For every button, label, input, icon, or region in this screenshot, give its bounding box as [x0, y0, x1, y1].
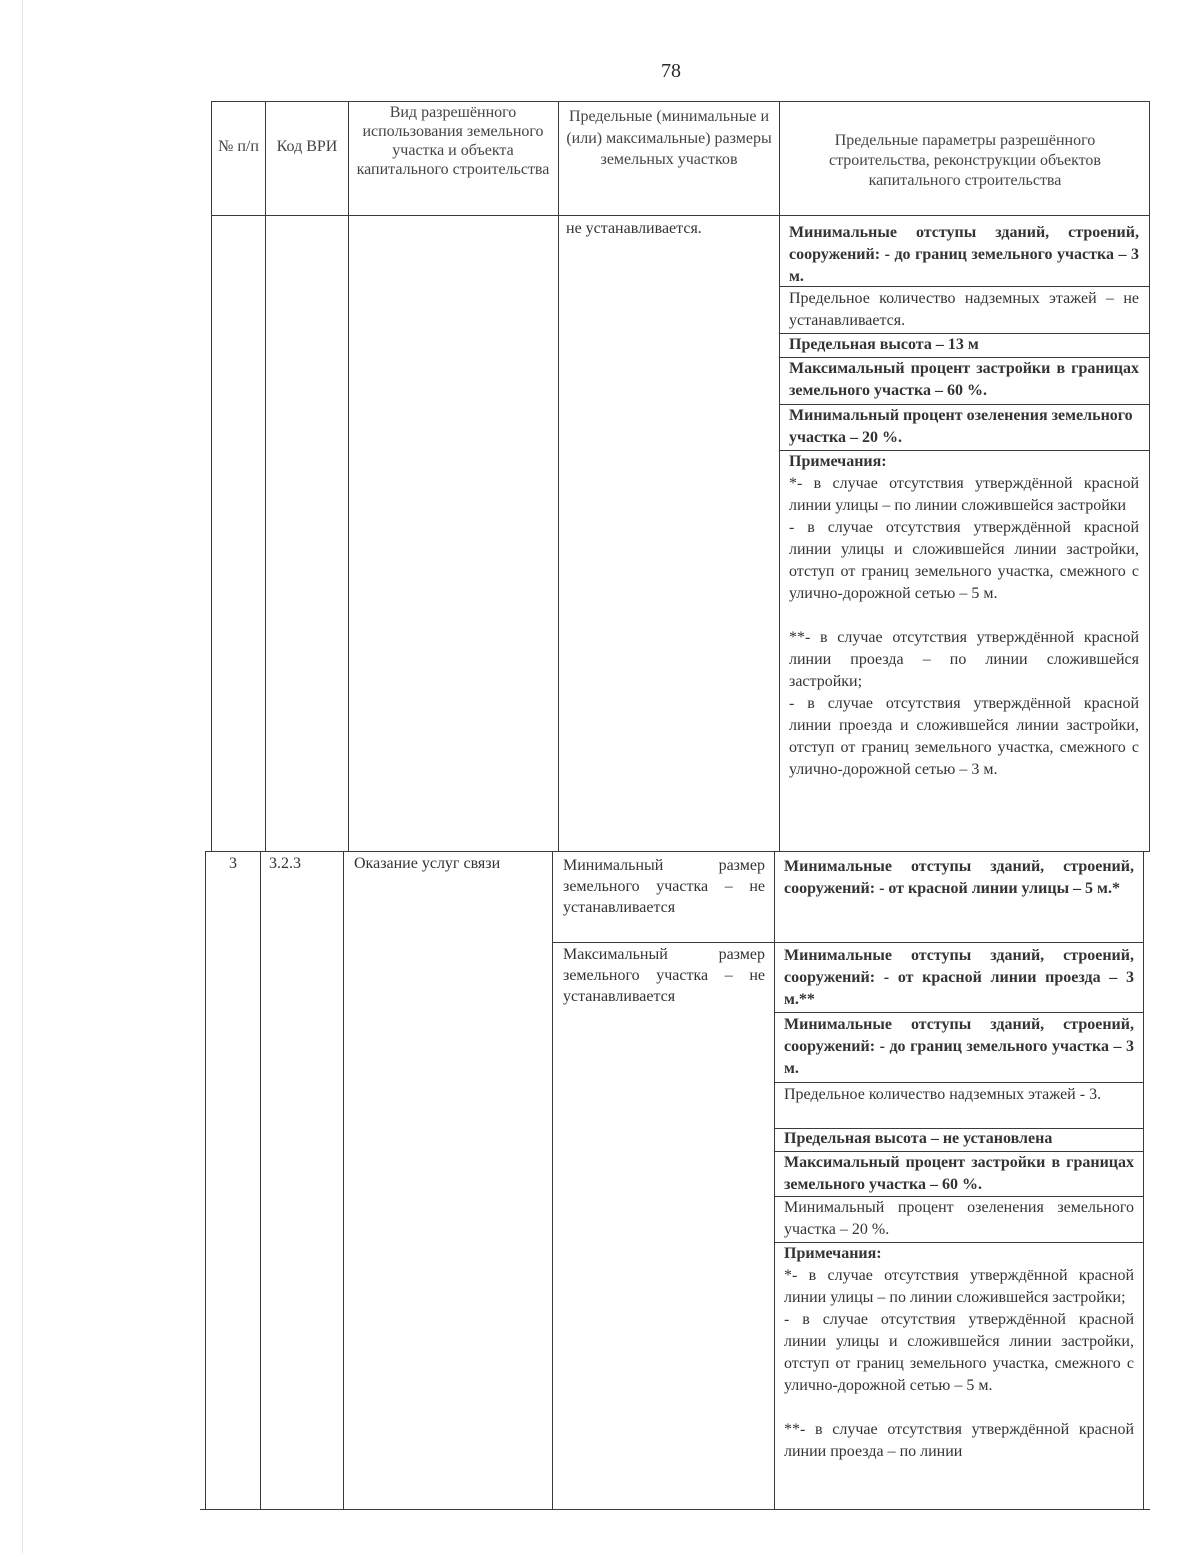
col-border: [779, 101, 780, 851]
note-line: *- в случае отсутствия утверждённой красной линии улицы – по линии сложившейся застройки: [789, 475, 1139, 514]
header-code: Код ВРИ: [276, 138, 338, 155]
cont-param-setbacks: [789, 222, 1139, 288]
row3-param-floors: Предельное количество надземных этажей - 3.: [784, 1086, 1102, 1103]
col-border: [343, 851, 344, 1509]
notes-heading: Примечания:: [784, 1245, 882, 1262]
param-divider: [774, 942, 1144, 943]
param-divider: [774, 1082, 1144, 1083]
cont-notes: [789, 451, 1139, 781]
col-border: [1143, 851, 1144, 1509]
size-divider: [552, 942, 774, 943]
row3-param-coverage: Максимальный процент застройки в границах земельного участка – 60 %.: [784, 1154, 1134, 1193]
col-border: [265, 101, 266, 851]
row3-min-size: Минимальный размер земельного участка – не устанавливается: [563, 857, 765, 916]
row-3-top-border: [205, 851, 1150, 852]
note-line: **- в случае отсутствия утверждённой красной линии проезда – по линии сложившейся застройки;: [789, 629, 1139, 690]
col-border: [348, 101, 349, 851]
note-line: - в случае отсутствия утверждённой красной линии проезда и сложившейся линии застройки, отступ от границ земельного участка, смежного с улично-дорожной сетью – 3 м.: [789, 695, 1139, 778]
param-value: - до границ земельного участка – 3 м.: [784, 1038, 1134, 1077]
row3-max-size: Максимальный размер земельного участка – не устанавливается: [563, 946, 765, 1005]
note-line: - в случае отсутствия утверждённой красной линии улицы и сложившейся линии застройки, отступ от границ земельного участка, смежного с улично-дорожной сетью – 5 м.: [789, 519, 1139, 602]
cont-size-text: не устанавливается.: [566, 220, 702, 237]
table-bottom-border: [200, 1509, 1150, 1510]
row3-notes: [784, 1243, 1134, 1463]
param-value: - от красной линии улицы – 5 м.*: [879, 880, 1120, 897]
notes-heading: Примечания:: [789, 453, 887, 470]
param-heading: Минимальные отступы зданий, строений, сооружений:: [784, 858, 1134, 897]
row3-param-height: Предельная высота – не установлена: [784, 1130, 1053, 1147]
col-border: [1149, 101, 1150, 851]
note-line: **- в случае отсутствия утверждённой красной линии проезда – по линии: [784, 1421, 1134, 1460]
param-divider: [774, 1012, 1144, 1013]
header-num: № п/п: [218, 138, 259, 155]
param-value: - до границ земельного участка – 3 м.: [789, 246, 1139, 285]
header-type: Вид разрешённого использования земельного участка и объекта капитального строительства: [356, 104, 550, 178]
param-heading: Минимальные отступы зданий, строений, сооружений:: [789, 224, 1139, 263]
col-border: [774, 851, 775, 1509]
col-border: [205, 851, 206, 1509]
cont-param-coverage: Максимальный процент застройки в границах земельного участка – 60 %.: [789, 360, 1139, 399]
cont-param-greening: Минимальный процент озеленения земельного участка – 20 %.: [789, 407, 1133, 446]
param-value: - от красной линии проезда – 3 м.**: [784, 969, 1135, 1008]
row3-type: Оказание услуг связи: [354, 855, 501, 872]
header-bottom-border: [211, 215, 1150, 216]
note-line: - в случае отсутствия утверждённой красной линии улицы и сложившейся линии застройки, отступ от границ земельного участка, смежного с улично-дорожной сетью – 5 м.: [784, 1311, 1134, 1394]
col-border: [260, 851, 261, 1509]
param-heading: Минимальные отступы зданий, строений, сооружений:: [784, 1016, 1134, 1055]
table-top-border: [211, 101, 1150, 102]
row3-param-street: [784, 856, 1134, 900]
header-params: Предельные параметры разрешённого строительства, реконструкции объектов капитального строительства: [829, 132, 1101, 189]
row3-param-greening: Минимальный процент озеленения земельного участка – 20 %.: [784, 1199, 1134, 1238]
cont-param-floors: Предельное количество надземных этажей – не устанавливается.: [789, 290, 1139, 329]
param-heading: Минимальные отступы зданий, строений, сооружений:: [784, 947, 1134, 986]
row3-code: 3.2.3: [269, 855, 301, 872]
row3-param-boundary: [784, 1014, 1134, 1080]
header-sizes: Предельные (минимальные и (или) максимальные) размеры земельных участков: [566, 108, 772, 168]
row3-num: 3: [229, 855, 237, 872]
cont-param-height: Предельная высота – 13 м: [789, 336, 979, 353]
col-border: [211, 101, 212, 851]
scan-margin-line: [22, 0, 23, 1553]
col-border: [558, 101, 559, 851]
page-number: 78: [661, 60, 681, 82]
note-line: *- в случае отсутствия утверждённой красной линии улицы – по линии сложившейся застройки;: [784, 1267, 1134, 1306]
row3-param-passage: [784, 945, 1134, 1011]
col-border: [552, 851, 553, 1509]
